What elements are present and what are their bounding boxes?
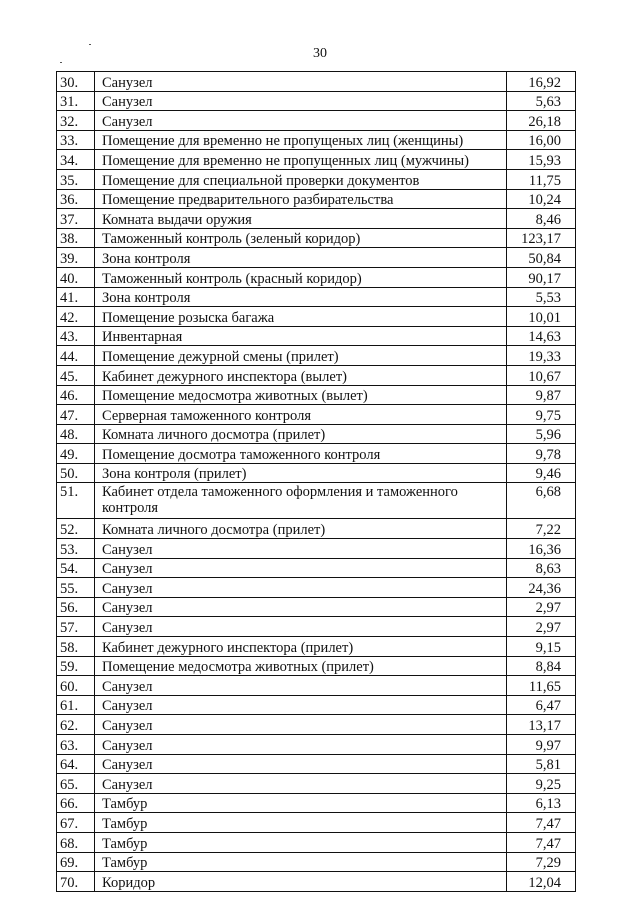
row-number: 65.	[57, 774, 95, 794]
room-name: Помещение для специальной проверки документов	[95, 169, 507, 189]
table-row	[57, 287, 576, 307]
room-name: Тамбур	[95, 793, 507, 813]
room-area: 2,97	[507, 597, 576, 617]
row-number: 52.	[57, 519, 95, 539]
row-number: 34.	[57, 150, 95, 170]
table-row	[57, 307, 576, 327]
room-name: Кабинет дежурного инспектора (прилет)	[95, 637, 507, 657]
table-row	[57, 832, 576, 852]
row-number: 38.	[57, 228, 95, 248]
row-number: 35.	[57, 169, 95, 189]
room-area: 9,87	[507, 385, 576, 405]
room-name: Санузел	[95, 539, 507, 559]
table-row	[57, 72, 576, 92]
table-row	[57, 872, 576, 892]
row-number: 54.	[57, 558, 95, 578]
row-number: 47.	[57, 405, 95, 425]
room-name: Санузел	[95, 597, 507, 617]
room-name: Зона контроля	[95, 248, 507, 268]
room-name: Тамбур	[95, 813, 507, 833]
rooms-table	[56, 71, 576, 892]
room-area: 9,25	[507, 774, 576, 794]
row-number: 59.	[57, 656, 95, 676]
row-number: 50.	[57, 463, 95, 483]
row-number: 62.	[57, 715, 95, 735]
room-area: 9,78	[507, 444, 576, 464]
room-area: 7,22	[507, 519, 576, 539]
room-name: Инвентарная	[95, 326, 507, 346]
room-name: Помещение дежурной смены (прилет)	[95, 346, 507, 366]
room-area: 90,17	[507, 267, 576, 287]
table-row	[57, 365, 576, 385]
row-number: 60.	[57, 676, 95, 696]
row-number: 36.	[57, 189, 95, 209]
room-name: Кабинет дежурного инспектора (вылет)	[95, 365, 507, 385]
room-name: Санузел	[95, 715, 507, 735]
row-number: 44.	[57, 346, 95, 366]
room-area: 14,63	[507, 326, 576, 346]
scan-speck	[60, 62, 62, 63]
table-row	[57, 444, 576, 464]
row-number: 49.	[57, 444, 95, 464]
room-area: 7,47	[507, 813, 576, 833]
room-name: Помещение медосмотра животных (прилет)	[95, 656, 507, 676]
table-row	[57, 617, 576, 637]
row-number: 32.	[57, 111, 95, 131]
room-name: Санузел	[95, 676, 507, 696]
row-number: 39.	[57, 248, 95, 268]
room-area: 9,97	[507, 735, 576, 755]
table-row	[57, 813, 576, 833]
room-area: 5,63	[507, 91, 576, 111]
table-row	[57, 326, 576, 346]
table-row	[57, 539, 576, 559]
room-area: 7,29	[507, 852, 576, 872]
table-row	[57, 695, 576, 715]
room-area: 6,13	[507, 793, 576, 813]
room-area: 8,84	[507, 656, 576, 676]
table-row	[57, 248, 576, 268]
room-name: Санузел	[95, 754, 507, 774]
scan-speck	[89, 44, 91, 45]
table-row	[57, 483, 576, 519]
room-area: 9,46	[507, 463, 576, 483]
room-name: Санузел	[95, 72, 507, 92]
room-name: Зона контроля (прилет)	[95, 463, 507, 483]
row-number: 42.	[57, 307, 95, 327]
room-name: Помещение для временно не пропущенных лиц (мужчины)	[95, 150, 507, 170]
room-area: 16,92	[507, 72, 576, 92]
row-number: 67.	[57, 813, 95, 833]
room-area: 10,24	[507, 189, 576, 209]
row-number: 68.	[57, 832, 95, 852]
table-row	[57, 735, 576, 755]
table-row	[57, 405, 576, 425]
room-name: Санузел	[95, 578, 507, 598]
row-number: 48.	[57, 424, 95, 444]
table-row	[57, 637, 576, 657]
room-area: 26,18	[507, 111, 576, 131]
room-name: Комната личного досмотра (прилет)	[95, 424, 507, 444]
room-name: Санузел	[95, 774, 507, 794]
room-area: 10,67	[507, 365, 576, 385]
table-row	[57, 228, 576, 248]
row-number: 66.	[57, 793, 95, 813]
room-area: 7,47	[507, 832, 576, 852]
room-area: 6,47	[507, 695, 576, 715]
room-name: Помещение для временно не пропущеных лиц (женщины)	[95, 130, 507, 150]
room-name: Зона контроля	[95, 287, 507, 307]
row-number: 45.	[57, 365, 95, 385]
room-name: Таможенный контроль (зеленый коридор)	[95, 228, 507, 248]
row-number: 55.	[57, 578, 95, 598]
table-row	[57, 346, 576, 366]
table-row	[57, 578, 576, 598]
table-row	[57, 597, 576, 617]
room-name: Кабинет отдела таможенного оформления и таможенного контроля	[95, 483, 507, 519]
room-name: Таможенный контроль (красный коридор)	[95, 267, 507, 287]
room-area: 24,36	[507, 578, 576, 598]
row-number: 57.	[57, 617, 95, 637]
table-row	[57, 774, 576, 794]
table-row	[57, 150, 576, 170]
room-name: Санузел	[95, 111, 507, 131]
table-row	[57, 385, 576, 405]
room-name: Помещение медосмотра животных (вылет)	[95, 385, 507, 405]
row-number: 64.	[57, 754, 95, 774]
room-area: 8,63	[507, 558, 576, 578]
room-area: 2,97	[507, 617, 576, 637]
room-area: 19,33	[507, 346, 576, 366]
room-name: Помещение розыска багажа	[95, 307, 507, 327]
room-area: 11,75	[507, 169, 576, 189]
row-number: 46.	[57, 385, 95, 405]
table-row	[57, 169, 576, 189]
room-area: 9,75	[507, 405, 576, 425]
room-name: Санузел	[95, 695, 507, 715]
table-row	[57, 852, 576, 872]
table-row	[57, 558, 576, 578]
room-area: 5,96	[507, 424, 576, 444]
row-number: 63.	[57, 735, 95, 755]
table-row	[57, 130, 576, 150]
room-area: 6,68	[507, 483, 576, 519]
table-row	[57, 463, 576, 483]
rooms-table-body	[57, 72, 576, 892]
table-row	[57, 519, 576, 539]
table-row	[57, 267, 576, 287]
room-area: 11,65	[507, 676, 576, 696]
room-area: 16,36	[507, 539, 576, 559]
table-row	[57, 424, 576, 444]
row-number: 37.	[57, 209, 95, 229]
row-number: 41.	[57, 287, 95, 307]
room-name: Санузел	[95, 91, 507, 111]
room-name: Помещение предварительного разбирательства	[95, 189, 507, 209]
row-number: 56.	[57, 597, 95, 617]
table-row	[57, 715, 576, 735]
room-name: Санузел	[95, 558, 507, 578]
room-area: 9,15	[507, 637, 576, 657]
room-name: Комната выдачи оружия	[95, 209, 507, 229]
room-name: Коридор	[95, 872, 507, 892]
room-area: 5,53	[507, 287, 576, 307]
room-area: 10,01	[507, 307, 576, 327]
table-row	[57, 793, 576, 813]
row-number: 31.	[57, 91, 95, 111]
row-number: 30.	[57, 72, 95, 92]
room-area: 5,81	[507, 754, 576, 774]
room-name: Санузел	[95, 617, 507, 637]
row-number: 70.	[57, 872, 95, 892]
room-area: 123,17	[507, 228, 576, 248]
room-name: Тамбур	[95, 832, 507, 852]
room-area: 16,00	[507, 130, 576, 150]
room-name: Тамбур	[95, 852, 507, 872]
table-row	[57, 676, 576, 696]
page-number: 30	[313, 46, 327, 61]
table-row	[57, 754, 576, 774]
table-row	[57, 656, 576, 676]
row-number: 53.	[57, 539, 95, 559]
row-number: 58.	[57, 637, 95, 657]
room-area: 8,46	[507, 209, 576, 229]
room-area: 15,93	[507, 150, 576, 170]
room-name: Комната личного досмотра (прилет)	[95, 519, 507, 539]
row-number: 69.	[57, 852, 95, 872]
room-area: 13,17	[507, 715, 576, 735]
table-row	[57, 111, 576, 131]
row-number: 61.	[57, 695, 95, 715]
table-row	[57, 189, 576, 209]
row-number: 33.	[57, 130, 95, 150]
room-area: 50,84	[507, 248, 576, 268]
row-number: 43.	[57, 326, 95, 346]
row-number: 51.	[57, 483, 95, 519]
room-name: Серверная таможенного контроля	[95, 405, 507, 425]
table-row	[57, 209, 576, 229]
room-area: 12,04	[507, 872, 576, 892]
room-name: Помещение досмотра таможенного контроля	[95, 444, 507, 464]
row-number: 40.	[57, 267, 95, 287]
table-row	[57, 91, 576, 111]
room-name: Санузел	[95, 735, 507, 755]
